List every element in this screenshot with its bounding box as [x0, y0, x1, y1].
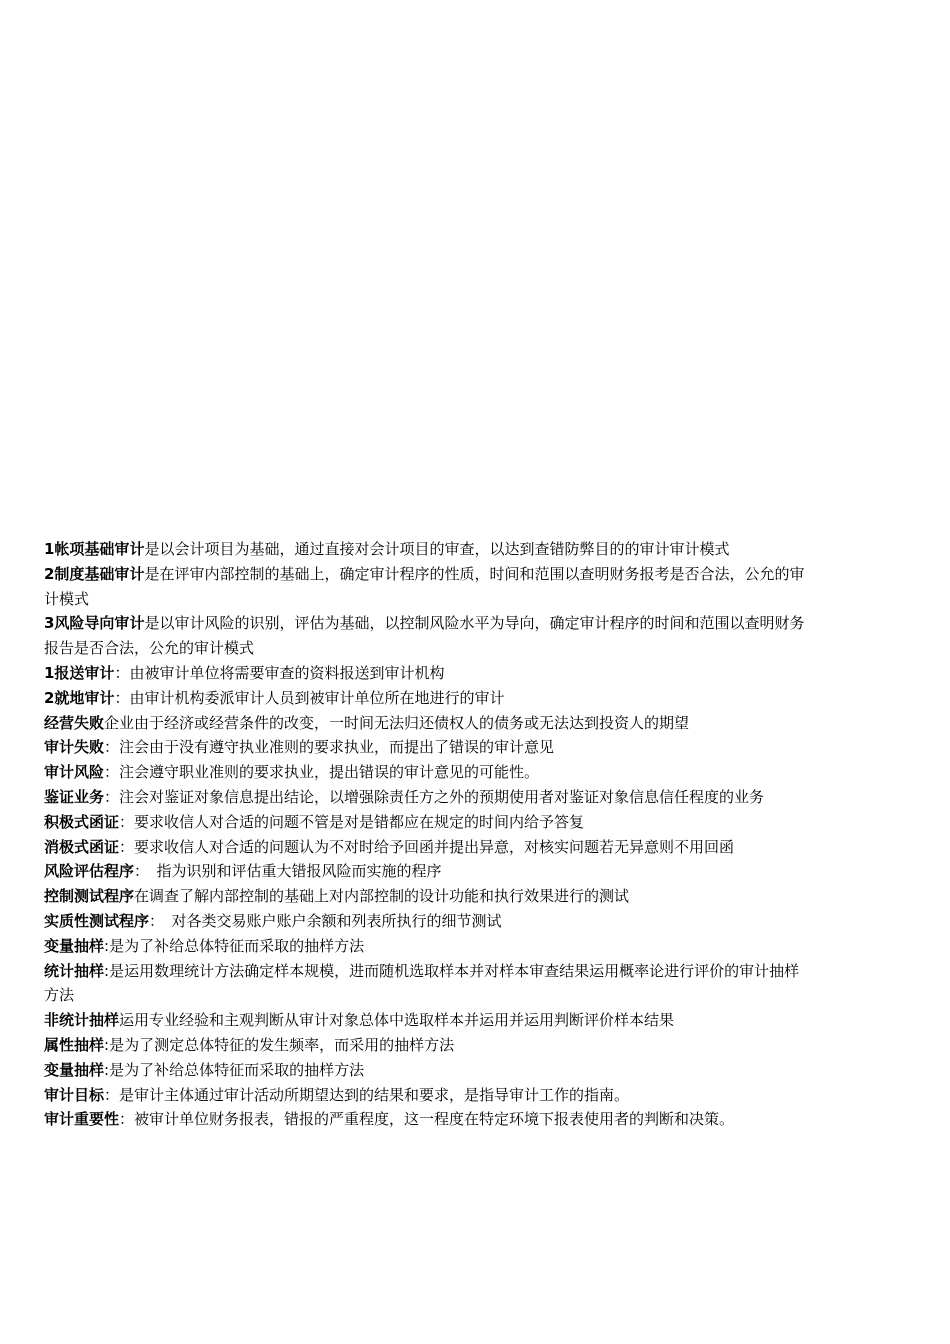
definition: ：由被审计单位将需要审查的资料报送到审计机构 — [114, 663, 445, 682]
glossary-entry — [44, 760, 814, 785]
definition: ： 对各类交易账户账户余额和列表所执行的细节测试 — [149, 911, 502, 930]
term: 2制度基础审计 — [44, 564, 145, 583]
glossary-entry — [44, 835, 814, 860]
definition: 运用专业经验和主观判断从审计对象总体中选取样本并运用并运用判断评价样本结果 — [119, 1011, 675, 1030]
term: 鉴证业务 — [44, 787, 105, 806]
glossary-entry — [44, 884, 814, 909]
glossary-entry — [44, 537, 814, 562]
definition: ：注会遵守职业准则的要求执业，提出错误的审计意见的可能性。 — [104, 763, 540, 782]
term: 控制测试程序 — [44, 887, 135, 906]
term: 审计风险 — [44, 763, 105, 782]
definition: 是在评审内部控制的基础上，确定审计程序的性质，时间和范围以查明财务报考是否合法，公允的审计模式 — [44, 564, 805, 608]
definition: :是为了补给总体特征而采取的抽样方法 — [104, 1060, 365, 1079]
glossary — [44, 537, 814, 1132]
term: 非统计抽样 — [44, 1011, 120, 1030]
glossary-entry — [44, 1107, 814, 1132]
definition: ：要求收信人对合适的问题不管是对是错都应在规定的时间内给予答复 — [119, 812, 585, 831]
definition: ：注会由于没有遵守执业准则的要求执业，而提出了错误的审计意见 — [104, 738, 555, 757]
term: 消极式函证 — [44, 837, 120, 856]
term: 2就地审计 — [44, 688, 115, 707]
glossary-entry — [44, 959, 814, 1009]
glossary-entry — [44, 711, 814, 736]
glossary-entry — [44, 1008, 814, 1033]
glossary-entry — [44, 686, 814, 711]
glossary-entry — [44, 810, 814, 835]
definition: :是运用数理统计方法确定样本规模，进而随机选取样本并对样本审查结果运用概率论进行评价的审计抽样方法 — [44, 961, 800, 1005]
glossary-entry — [44, 1058, 814, 1083]
definition: ：被审计单位财务报表，错报的严重程度，这一程度在特定环境下报表使用者的判断和决策。 — [119, 1110, 735, 1129]
definition: ： 指为识别和评估重大错报风险而实施的程序 — [134, 862, 442, 881]
glossary-entry — [44, 934, 814, 959]
glossary-entry — [44, 1083, 814, 1108]
definition: ：注会对鉴证对象信息提出结论，以增强除责任方之外的预期使用者对鉴证对象信息信任程度的业务 — [104, 787, 765, 806]
definition: ：是审计主体通过审计活动所期望达到的结果和要求，是指导审计工作的指南。 — [104, 1085, 630, 1104]
glossary-entry — [44, 735, 814, 760]
glossary-entry — [44, 1033, 814, 1058]
glossary-entry — [44, 909, 814, 934]
term: 1帐项基础审计 — [44, 540, 145, 558]
term: 积极式函证 — [44, 812, 120, 831]
term: 统计抽样 — [44, 961, 105, 980]
glossary-entry — [44, 611, 814, 661]
definition: 是以会计项目为基础，通过直接对会计项目的审查，以达到查错防弊目的的审计审计模式 — [144, 540, 730, 558]
term: 风险评估程序 — [44, 862, 135, 881]
term: 审计目标 — [44, 1085, 105, 1104]
term: 1报送审计 — [44, 663, 115, 682]
term: 经营失败 — [44, 713, 105, 732]
glossary-entry — [44, 661, 814, 686]
glossary-entry — [44, 562, 814, 612]
definition: 在调查了解内部控制的基础上对内部控制的设计功能和执行效果进行的测试 — [134, 887, 630, 906]
definition: :是为了补给总体特征而采取的抽样方法 — [104, 936, 365, 955]
term: 审计失败 — [44, 738, 105, 757]
term: 变量抽样 — [44, 936, 105, 955]
term: 变量抽样 — [44, 1060, 105, 1079]
term: 属性抽样 — [44, 1035, 105, 1054]
definition: ：由审计机构委派审计人员到被审计单位所在地进行的审计 — [114, 688, 505, 707]
term: 审计重要性 — [44, 1110, 120, 1129]
definition: ：要求收信人对合适的问题认为不对时给予回函并提出异意，对核实问题若无异意则不用回函 — [119, 837, 735, 856]
definition: :是为了测定总体特征的发生频率，而采用的抽样方法 — [104, 1035, 455, 1054]
definition: 是以审计风险的识别，评估为基础，以控制风险水平为导向，确定审计程序的时间和范围以查明财务报告是否合法，公允的审计模式 — [44, 614, 805, 658]
definition: 企业由于经济或经营条件的改变，一时间无法归还债权人的债务或无法达到投资人的期望 — [104, 713, 690, 732]
glossary-entry — [44, 859, 814, 884]
term: 3风险导向审计 — [44, 614, 145, 633]
glossary-entry — [44, 785, 814, 810]
term: 实质性测试程序 — [44, 911, 150, 930]
